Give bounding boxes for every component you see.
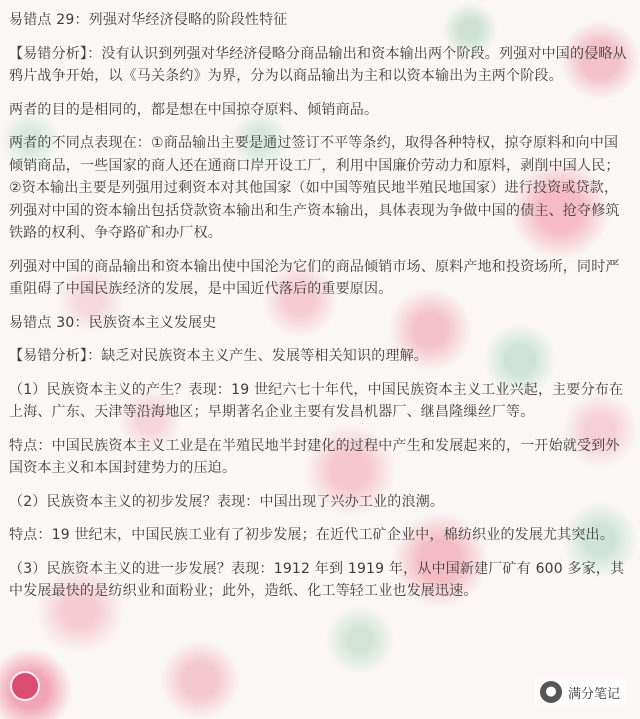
section-heading-30: 易错点 30：民族资本主义发展史	[9, 314, 217, 331]
emergence-paragraph: （1）民族资本主义的产生？表现：19 世纪六七十年代，中国民族资本主义工业兴起，主要分布在上海、广东、天津等沿海地区；早期著名企业主要有发昌机器厂、继昌隆缫丝厂等。	[9, 381, 624, 420]
section-heading-29: 易错点 29：列强对华经济侵略的阶段性特征	[9, 12, 288, 28]
error-analysis-30: 【易错分析】：缺乏对民族资本主义产生、发展等相关知识的理解。	[9, 348, 428, 364]
initial-development-features-paragraph: 特点：19 世纪末，中国民族工业有了初步发展；在近代工矿企业中，棉纺织业的发展尤其突出。	[9, 527, 615, 543]
corner-flower-logo	[10, 671, 40, 701]
impact-paragraph: 列强对中国的商品输出和资本输出使中国沦为它们的商品倾销市场、原料产地和投资场所，同时严重阻碍了中国民族经济的发展，是中国近代落后的重要原因。	[9, 258, 620, 297]
further-development-paragraph: （3）民族资本主义的进一步发展？表现：1912 年到 1919 年，从中国新建厂矿有 600 多家，其中发展最快的是纺织业和面粉业；此外，造纸、化工等轻工业也发展迅速。	[9, 560, 625, 599]
common-purpose-paragraph: 两者的目的是相同的，都是想在中国掠夺原料、倾销商品。	[9, 101, 379, 118]
initial-development-paragraph: （2）民族资本主义的初步发展？表现：中国出现了兴办工业的浪潮。	[9, 493, 445, 510]
emergence-features-paragraph: 特点：中国民族资本主义工业是在半殖民地半封建化的过程中产生和发展起来的，一开始就受到外国资本主义和本国封建势力的压迫。	[9, 437, 620, 476]
differences-paragraph: 两者的不同点表现在：①商品输出主要是通过签订不平等条约，取得各种特权，掠夺原料和向中国倾销商品，一些国家的商人还在通商口岸开设工厂，利用中国廉价劳动力和原料，剥削中国人民；②资本输出主要是列强用过剩资本对其他国家（如中国等殖民地半殖民地国家）进行投资或贷款，列强对中国的资本输出包括贷款资本输出和生产资本输出，具体表现为争做中国的债主、抢夺修筑铁路的权利、争夺路矿和办厂权。	[9, 135, 620, 241]
watermark	[534, 679, 626, 705]
error-analysis-29: 【易错分析】：没有认识到列强对华经济侵略分商品输出和资本输出两个阶段。列强对中国的侵略从鸦片战争开始，以《马关条约》为界，分为以商品输出为主和以资本输出为主两个阶段。	[9, 45, 627, 84]
watermark-text: 满分笔记	[567, 686, 620, 702]
wechat-icon: ●	[540, 681, 562, 703]
